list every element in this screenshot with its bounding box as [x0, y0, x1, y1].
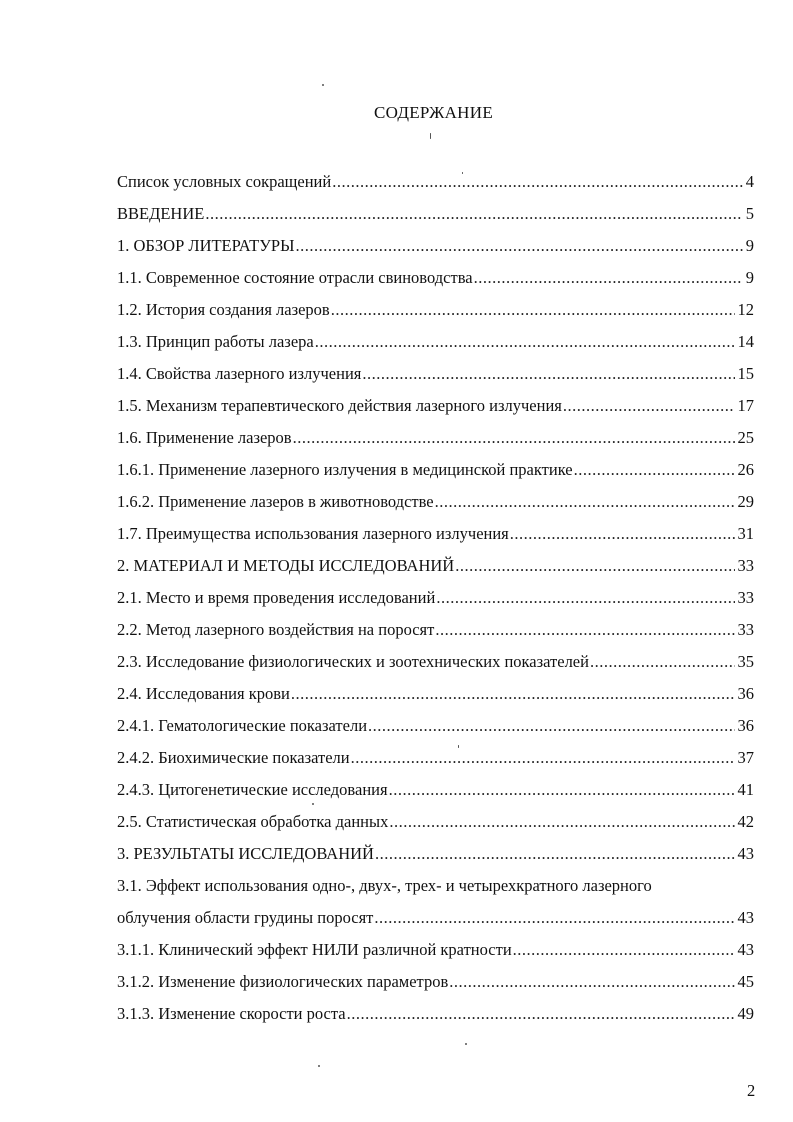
dot-leader	[590, 650, 735, 674]
toc-entry-page: 5	[745, 204, 754, 223]
toc-entry-label: 3. РЕЗУЛЬТАТЫ ИССЛЕДОВАНИЙ	[117, 844, 374, 863]
toc-entry	[117, 714, 754, 738]
toc-entry	[117, 650, 754, 674]
toc-entry-label: 2.4.1. Гематологические показатели	[117, 716, 368, 735]
toc-entry-label: 2.3. Исследование физиологических и зоотехнических показателей	[117, 652, 589, 671]
toc-entry-label: 3.1.3. Изменение скорости роста	[117, 1004, 346, 1023]
toc-entry-label: 3.1.2. Изменение физиологических параметров	[117, 972, 449, 991]
toc-entry-label: 3.1.1. Клинический эффект НИЛИ различной кратности	[117, 940, 512, 959]
toc-entry-label: 1. ОБЗОР ЛИТЕРАТУРЫ	[117, 236, 295, 255]
dot-leader	[435, 490, 735, 514]
page-number: 2	[747, 1081, 756, 1100]
toc-entry-page: 36	[737, 716, 754, 735]
toc-entry-label: 1.5. Механизм терапевтического действия лазерного излучения	[117, 396, 562, 415]
toc-entry-label: 2. МАТЕРИАЛ И МЕТОДЫ ИССЛЕДОВАНИЙ	[117, 556, 455, 575]
toc-entry	[117, 458, 754, 482]
toc-entry-label: 1.1. Современное состояние отрасли свиноводства	[117, 268, 473, 287]
toc-entry-page: 45	[737, 972, 754, 991]
dot-leader	[291, 682, 735, 706]
toc-entry	[117, 618, 754, 642]
dot-leader	[331, 298, 735, 322]
toc-entry-label: облучения области грудины поросят	[117, 908, 374, 927]
toc-entry	[117, 554, 754, 578]
dot-leader	[375, 842, 735, 866]
toc-entry-label: 2.2. Метод лазерного воздействия на поросят	[117, 620, 435, 639]
dot-leader	[315, 330, 735, 354]
toc-entry-page: 35	[737, 652, 754, 671]
toc-entry-page: 49	[737, 1004, 754, 1023]
scan-speck	[458, 745, 459, 748]
toc-entry-label: 2.4.2. Биохимические показатели	[117, 748, 350, 767]
scan-speck	[465, 1043, 467, 1045]
toc-entry-page: 41	[737, 780, 754, 799]
toc-entry-page: 26	[737, 460, 754, 479]
toc-entry-page: 42	[737, 812, 754, 831]
page-title: СОДЕРЖАНИЕ	[373, 103, 494, 122]
toc-entry-continued	[117, 874, 754, 898]
toc-entry	[117, 586, 754, 610]
toc-entry-label: 1.6. Применение лазеров	[117, 428, 292, 447]
scan-speck	[462, 172, 463, 174]
dot-leader	[455, 554, 734, 578]
toc-entry-page: 33	[737, 556, 754, 575]
toc-entry	[117, 778, 754, 802]
toc-entry-page: 17	[737, 396, 754, 415]
toc-entry-page: 33	[737, 588, 754, 607]
toc-entry	[117, 330, 754, 354]
scan-speck	[430, 133, 431, 139]
toc-entry-label: 1.3. Принцип работы лазера	[117, 332, 314, 351]
toc-entry	[117, 362, 754, 386]
dot-leader	[368, 714, 734, 738]
toc-entry	[117, 970, 754, 994]
toc-entry-label: 1.6.1. Применение лазерного излучения в медицинской практике	[117, 460, 573, 479]
toc-entry	[117, 1002, 754, 1026]
toc-entry	[117, 234, 754, 258]
scan-speck	[318, 1065, 320, 1067]
toc-entry-page: 9	[745, 236, 754, 255]
toc-entry-page: 31	[737, 524, 754, 543]
toc-entry-label: 2.4.3. Цитогенетические исследования	[117, 780, 388, 799]
toc-entry	[117, 426, 754, 450]
toc-entry-label: 2.5. Статистическая обработка данных	[117, 812, 389, 831]
scan-speck	[322, 84, 324, 86]
toc-entry-label: ВВЕДЕНИЕ	[117, 204, 205, 223]
toc-entry	[117, 842, 754, 866]
toc-entry-page: 4	[745, 172, 754, 191]
dot-leader	[362, 362, 734, 386]
toc-entry	[117, 202, 754, 226]
dot-leader	[436, 586, 734, 610]
scan-speck	[312, 803, 314, 805]
toc-entry	[117, 170, 754, 194]
toc-entry-label: 3.1. Эффект использования одно-, двух-, трех- и четырехкратного лазерного	[117, 876, 652, 895]
toc-entry-page: 37	[737, 748, 754, 767]
toc-entry-page: 43	[737, 844, 754, 863]
dot-leader	[374, 906, 734, 930]
toc-entry-page: 29	[737, 492, 754, 511]
toc-entry	[117, 938, 754, 962]
dot-leader	[449, 970, 734, 994]
toc-entry-page: 43	[737, 908, 754, 927]
dot-leader	[513, 938, 735, 962]
toc-entry	[117, 906, 754, 930]
toc-entry	[117, 394, 754, 418]
toc-entry-label: 1.7. Преимущества использования лазерного излучения	[117, 524, 509, 543]
dot-leader	[389, 810, 734, 834]
toc-entry-label: 1.4. Свойства лазерного излучения	[117, 364, 362, 383]
toc-entry-page: 14	[737, 332, 754, 351]
dot-leader	[205, 202, 742, 226]
dot-leader	[510, 522, 735, 546]
toc-entry-page: 9	[745, 268, 754, 287]
toc-entry-page: 33	[737, 620, 754, 639]
toc-entry-label: 1.2. История создания лазеров	[117, 300, 330, 319]
toc-entry-page: 43	[737, 940, 754, 959]
toc-entry-page: 36	[737, 684, 754, 703]
toc-entry-page: 15	[737, 364, 754, 383]
dot-leader	[389, 778, 735, 802]
toc-entry	[117, 682, 754, 706]
toc-entry-label: 2.1. Место и время проведения исследований	[117, 588, 436, 607]
dot-leader	[332, 170, 743, 194]
toc-entry-label: Список условных сокращений	[117, 172, 332, 191]
toc-entry	[117, 490, 754, 514]
dot-leader	[563, 394, 735, 418]
toc-entry-label: 2.4. Исследования крови	[117, 684, 290, 703]
dot-leader	[574, 458, 735, 482]
toc-entry	[117, 810, 754, 834]
dot-leader	[474, 266, 743, 290]
toc-entry-page: 12	[737, 300, 754, 319]
toc-entry	[117, 298, 754, 322]
toc-entry	[117, 522, 754, 546]
toc-entry-page: 25	[737, 428, 754, 447]
dot-leader	[293, 426, 735, 450]
toc-entry	[117, 746, 754, 770]
dot-leader	[296, 234, 743, 258]
dot-leader	[347, 1002, 735, 1026]
toc-entry-label: 1.6.2. Применение лазеров в животноводстве	[117, 492, 434, 511]
toc-entry	[117, 266, 754, 290]
dot-leader	[435, 618, 734, 642]
dot-leader	[351, 746, 735, 770]
